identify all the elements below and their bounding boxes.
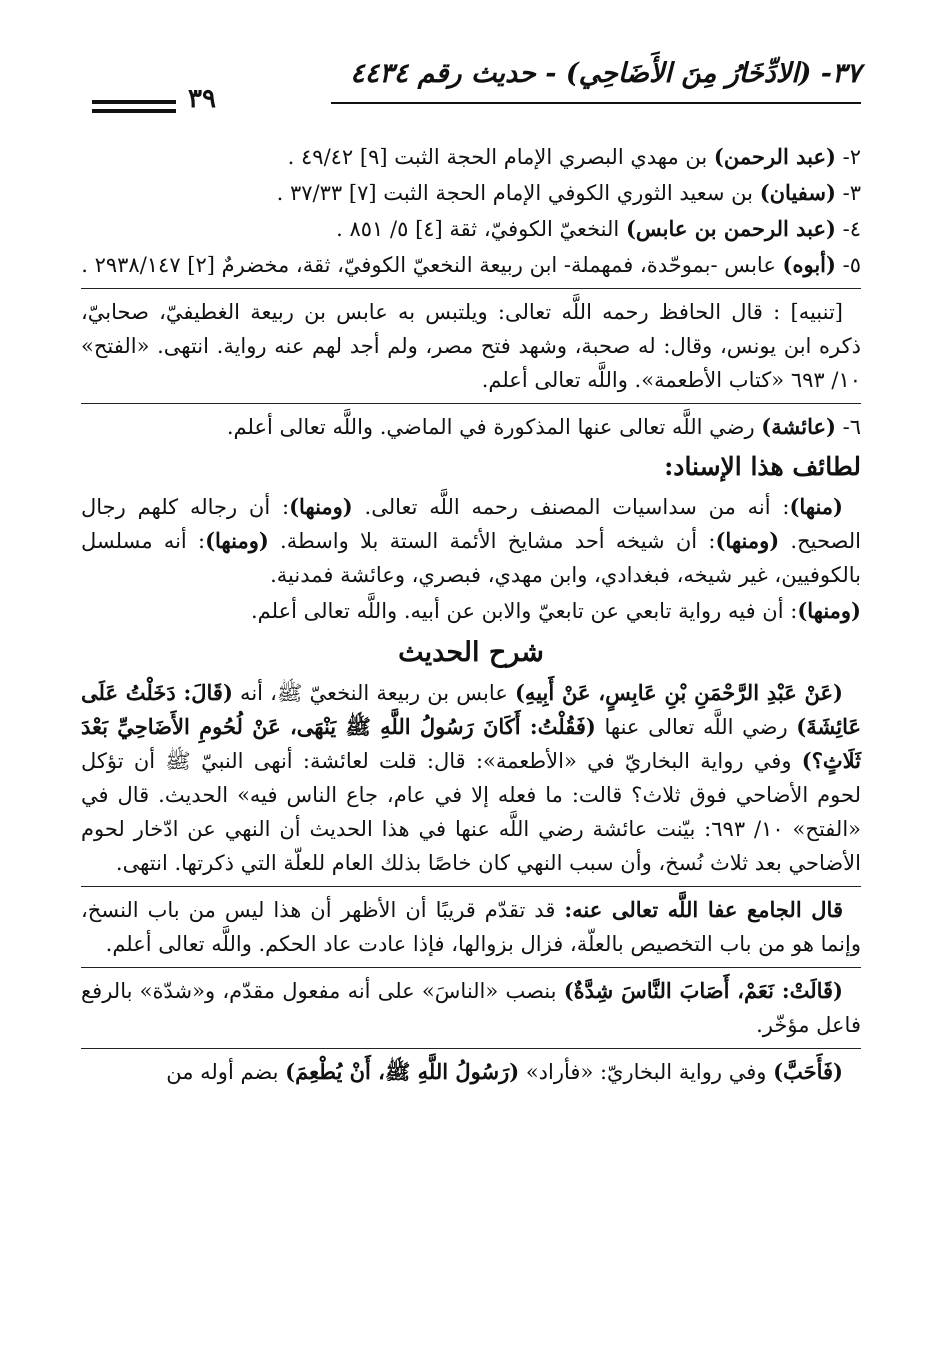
narrator-number: ٢- [835,145,861,169]
hadith-text: (قَالَ: دَخَلْتُ عَلَى عَائِشَةَ) [81,680,861,739]
tanbih-text: : قال الحافظ رحمه اللَّه تعالى: ويلتبس به عابس بن ربيعة الغطيفيّ، صحابيّ، ذكره ابن يونس، وقال: له صحبة، وشهد فتح مصر، ولم أجد لهم عنه رواية. انتهى. «الفتح» ١٠/ ٦٩٣ «كتاب الأطعمة». واللَّه تعالى أعلم. [81,300,861,392]
compiler-note-label: قال الجامع عفا اللَّه تعالى عنه: [564,897,843,922]
narrator-details: بن مهدي البصري الإمام الحجة الثبت [٩] ٤٩/٤٢ . [287,145,714,169]
sharh-heading: شرح الحديث [398,637,544,668]
narrator-name: (عبد الرحمن بن عابس) [625,216,836,241]
section-divider [81,1048,861,1049]
tanbih-note [81,295,861,397]
narrator-number: ٥- [835,253,861,277]
paragraph-text: عابس بن ربيعة النخعيّ ﷺ، أنه [232,681,515,705]
running-header-title: ٣٧- (الادِّخَارُ مِنَ الأَضَاحِي) - حديث رقم ٤٤٣٤ [350,58,861,89]
section-divider [81,288,861,289]
lataif-heading: لطائف هذا الإسناد: [664,452,861,481]
paragraph-text: : أن شيخه أحد مشايخ الأئمة الستة بلا واسطة. [268,529,716,553]
lataif-paragraph [81,594,861,628]
paragraph-text: بضم أوله من [166,1060,286,1084]
narrator-name: (أبوه) [782,252,836,277]
narrator-entry [81,176,861,210]
page-body [81,140,861,1091]
section-divider [81,886,861,887]
narrator-details: عابس -بموحّدة، فمهملة- ابن ربيعة النخعيّ الكوفيّ، ثقة، مخضرمٌ [٢] ٢٩٣٨/١٤٧ . [81,253,783,277]
paragraph-text: : أنه من سداسيات المصنف رحمه اللَّه تعالى. [352,495,790,519]
narrator-number: ٣- [835,181,861,205]
paragraph-text: : أن رجاله كلهم رجال الصحيح. [81,495,861,553]
paragraph-text: وفي رواية البخاريّ في «الأطعمة»: قال: قلت لعائشة: أنهى النبيّ ﷺ أن تؤكل لحوم الأضاحي فوق ثلاث؟ قالت: ما فعله إلا في عام، جاع الناس فيه» الحديث. قال في «الفتح» ١٠/ ٦٩٣: بيّنت عائشة رضي اللَّه عنها في هذا الحديث أن النهي عن ادّخار لحوم الأضاحي بعد ثلاث نُسخ، وأن سبب النهي كان خاصًا بذلك العام للعلّة التي ذكرتها. انتهى. [81,749,861,875]
lataif-paragraph [81,490,861,592]
narrator-details: رضي اللَّه تعالى عنها المذكورة في الماضي. واللَّه تعالى أعلم. [226,415,762,439]
page-number-rule-bottom [92,109,176,113]
narrator-details: النخعيّ الكوفيّ، ثقة [٤] ٥/ ٨٥١ . [336,217,626,241]
page-number: ٣٩ [188,84,216,114]
paragraph-text: : أن فيه رواية تابعي عن تابعيّ والابن عن أبيه. واللَّه تعالى أعلم. [250,599,798,623]
sharh-paragraph [81,893,861,961]
section-divider [81,403,861,404]
hadith-text: (عَنْ عَبْدِ الرَّحْمَنِ بْنِ عَابِسٍ، عَنْ أَبِيهِ) [515,680,843,705]
narrator-name: (عائشة) [761,414,836,439]
paragraph-text: رضي اللَّه تعالى عنها [595,715,797,739]
narrator-entry [81,410,861,444]
tanbih-label: [تنبيه] [790,300,843,324]
narrator-entry [81,212,861,246]
hadith-text: (قَالَتْ: نَعَمْ، أَصَابَ النَّاسَ شِدَّةٌ) [563,978,843,1003]
narrator-number: ٤- [835,217,861,241]
narrator-entry [81,248,861,282]
hadith-text: (رَسُولُ اللَّهِ ﷺ، أَنْ يُطْعِمَ) [285,1059,520,1084]
sharh-paragraph [81,676,861,880]
narrator-entry [81,140,861,174]
bold-marker: (ومنها) [797,598,861,623]
section-divider [81,967,861,968]
paragraph-text: وفي رواية البخاريّ: «فأراد» [519,1060,774,1084]
paragraph-text: قد تقدّم قريبًا أن الأظهر أن هذا ليس من باب النسخ، وإنما هو من باب التخصيص بالعلّة، فزال بزوالها، فإذا عادت عاد الحكم. واللَّه تعالى أعلم. [81,898,861,956]
bold-marker: (ومنها) [289,494,353,519]
hadith-text: (فَأَحَبَّ) [773,1059,843,1084]
page-number-rule-top [92,100,176,104]
narrator-name: (عبد الرحمن) [713,144,836,169]
narrator-name: (سفيان) [759,180,836,205]
paragraph-text: : أنه مسلسل بالكوفيين، غير شيخه، فبغدادي، وابن مهدي، فبصري، وعائشة فمدنية. [81,529,861,587]
header-rule [331,102,861,104]
narrator-details: بن سعيد الثوري الكوفي الإمام الحجة الثبت [٧] ٣٧/٣٣ . [276,181,760,205]
hadith-text: (فَقُلْتُ: أَكَانَ رَسُولُ اللَّهِ ﷺ يَنْهَى، عَنْ لُحُومِ الأَضَاحِيِّ بَعْدَ ثَلَاثٍ؟) [81,714,861,773]
paragraph-text: بنصب «الناسَ» على أنه مفعول مقدّم، و«شدّة» بالرفع فاعل مؤخّر. [81,979,861,1037]
sharh-paragraph [81,974,861,1042]
narrator-number: ٦- [835,415,861,439]
bold-marker: (منها) [789,494,843,519]
bold-marker: (ومنها) [205,528,269,553]
bold-marker: (ومنها) [715,528,780,553]
sharh-paragraph [81,1055,861,1089]
